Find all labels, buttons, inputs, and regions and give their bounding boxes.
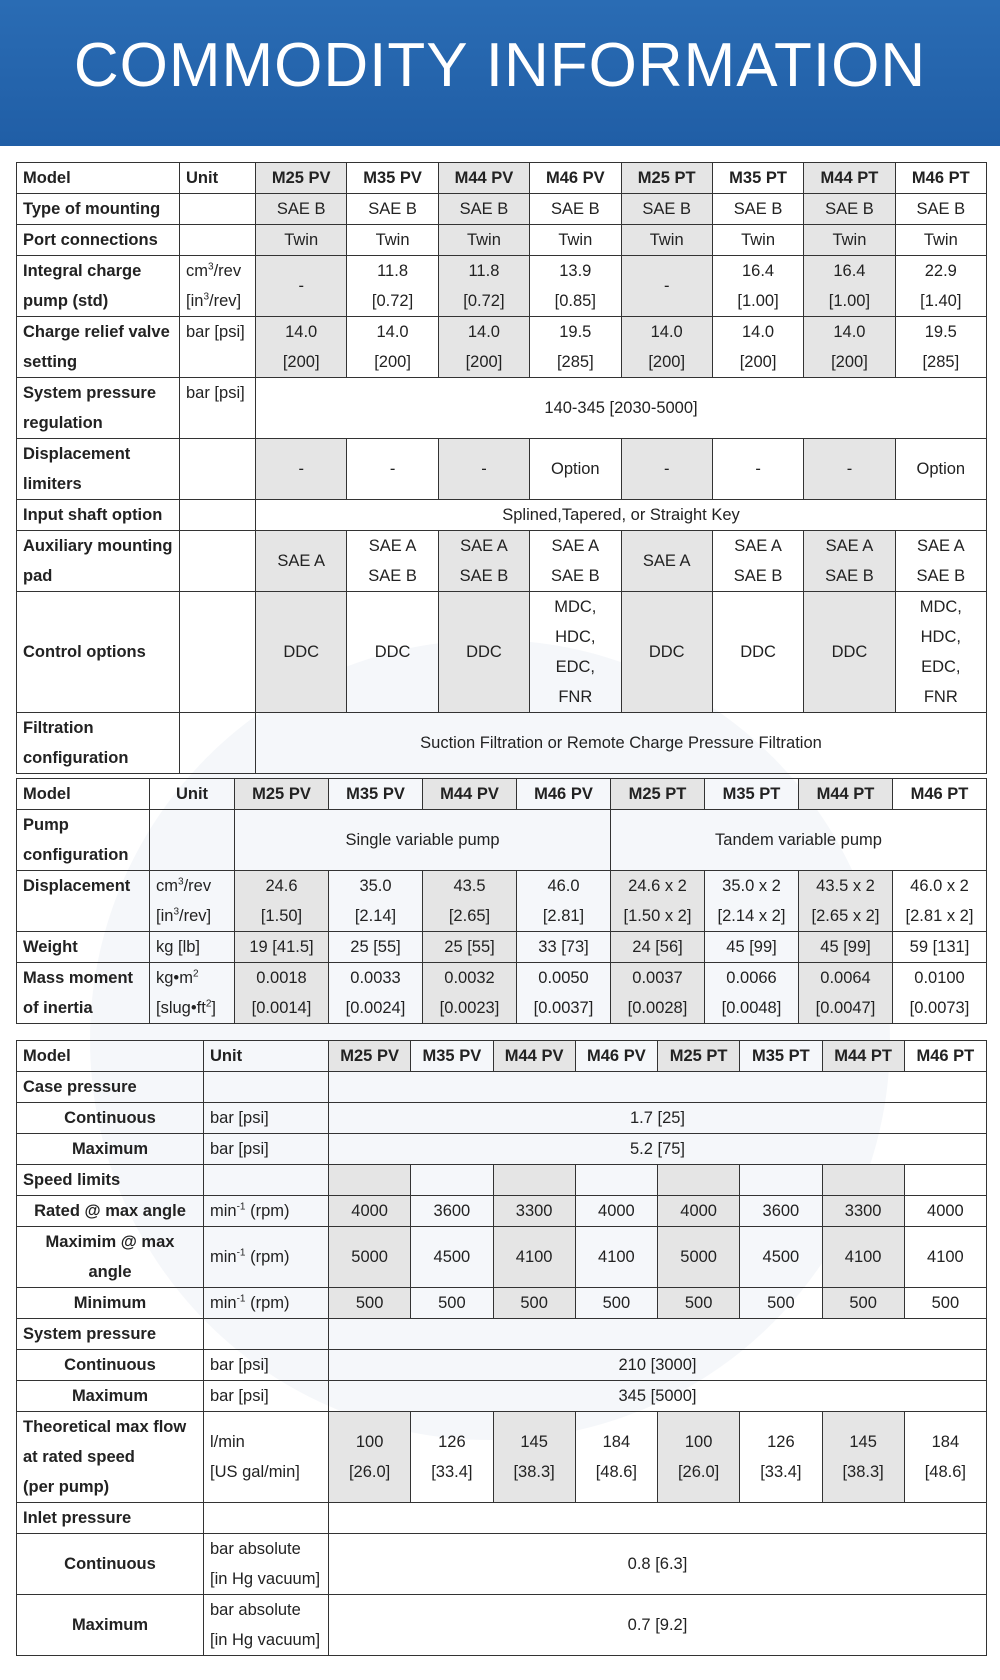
header-model-name: M35 PV [411,1041,493,1072]
unit-cell: bar [psi] [204,1381,329,1412]
row-label: Mass moment of inertia [17,963,150,1024]
value-cell: - [804,439,895,500]
header-unit: Unit [150,779,235,810]
header-model-name: M25 PT [621,163,712,194]
row-label: Port connections [17,225,180,256]
header-model-name: M25 PV [235,779,329,810]
value-cell: 0.0033 [0.0024] [329,963,423,1024]
value-cell: 0.0064 [0.0047] [799,963,893,1024]
value-cell: 19.5 [285] [530,317,621,378]
value-cell: SAE B [712,194,803,225]
value-cell: 3300 [493,1196,575,1227]
table-row [17,1134,987,1165]
page-title: COMMODITY INFORMATION [73,31,927,100]
unit-cell [180,194,256,225]
value-cell: 14.0 [200] [621,317,712,378]
header-model-name: M25 PV [329,1041,411,1072]
value-cell: 0.0018 [0.0014] [235,963,329,1024]
section-row [17,1503,987,1534]
unit-cell: bar [psi] [204,1350,329,1381]
table-row [17,1350,987,1381]
value-cell: DDC [712,592,803,713]
row-label: Pump configuration [17,810,150,871]
table-row [17,194,987,225]
header-model-name: M46 PT [893,779,987,810]
table-header-row [17,779,987,810]
header-model: Model [17,1041,204,1072]
value-cell: 4100 [493,1227,575,1288]
section-row [17,1165,987,1196]
value-cell: 24.6 x 2 [1.50 x 2] [611,871,705,932]
unit-cell [204,1072,329,1103]
value-cell: Option [530,439,621,500]
row-label: Auxiliary mounting pad [17,531,180,592]
row-label: Continuous [17,1534,204,1595]
value-cell: - [712,439,803,500]
value-cell: 500 [740,1288,822,1319]
value-cell-merged: 0.7 [9.2] [329,1595,987,1656]
unit-cell: kg [lb] [150,932,235,963]
value-cell: 4000 [658,1196,740,1227]
value-cell: Twin [895,225,986,256]
value-cell: SAE B [256,194,347,225]
header-model-name: M35 PV [347,163,438,194]
value-cell: SAE B [347,194,438,225]
unit-cell: bar [psi] [180,317,256,378]
value-cell: 0.0050 [0.0037] [517,963,611,1024]
value-cell: 0.0066 [0.0048] [705,963,799,1024]
row-label: System pressure regulation [17,378,180,439]
header-model-name: M35 PT [705,779,799,810]
header-model-name: M25 PT [611,779,705,810]
value-cell: DDC [438,592,529,713]
value-cell: Option [895,439,986,500]
unit-cell [204,1165,329,1196]
value-cell: 59 [131] [893,932,987,963]
value-cell: Twin [347,225,438,256]
value-cell: SAE A SAE B [530,531,621,592]
value-cell: 3300 [822,1196,904,1227]
value-cell: 4000 [329,1196,411,1227]
value-cell [904,1165,986,1196]
table-header-row [17,163,987,194]
table-row [17,713,987,774]
unit-cell: $kg•m^2$ $[slug•ft^2]$ [150,963,235,1024]
table-row [17,225,987,256]
table-row [17,531,987,592]
header-model-name: M46 PV [575,1041,657,1072]
table-row [17,1227,987,1288]
value-cell: 500 [822,1288,904,1319]
value-cell: 4500 [740,1227,822,1288]
value-cell: DDC [347,592,438,713]
table-row [17,1103,987,1134]
header-model-name: M44 PV [423,779,517,810]
value-cell: Twin [530,225,621,256]
value-cell: 14.0 [200] [347,317,438,378]
value-cell: 46.0 [2.81] [517,871,611,932]
header-unit: Unit [204,1041,329,1072]
section-row [17,1319,987,1350]
value-cell: SAE A SAE B [804,531,895,592]
value-cell-merged: Suction Filtration or Remote Charge Pressure Filtration [256,713,987,774]
value-cell-merged [329,1072,987,1103]
table-row [17,871,987,932]
value-cell: 46.0 x 2 [2.81 x 2] [893,871,987,932]
value-cell: 126 [33.4] [740,1412,822,1503]
value-cell: 4000 [575,1196,657,1227]
unit-cell [180,225,256,256]
value-cell: 35.0 [2.14] [329,871,423,932]
value-cell: 22.9 [1.40] [895,256,986,317]
value-cell: SAE A [621,531,712,592]
value-cell: 24 [56] [611,932,705,963]
value-cell: 500 [658,1288,740,1319]
header-model-name: M44 PT [822,1041,904,1072]
row-label: Continuous [17,1350,204,1381]
value-cell: - [347,439,438,500]
unit-cell [180,592,256,713]
value-cell: 45 [99] [799,932,893,963]
value-cell: 500 [329,1288,411,1319]
spec-table-general [16,162,987,774]
unit-cell: bar [psi] [204,1134,329,1165]
header-model: Model [17,779,150,810]
row-label: Maximum [17,1595,204,1656]
value-cell [658,1165,740,1196]
value-cell [740,1165,822,1196]
value-cell: 43.5 [2.65] [423,871,517,932]
row-label: Maximum [17,1134,204,1165]
unit-cell: $\min^{-1} (rpm)$ [204,1196,329,1227]
value-cell: 184 [48.6] [904,1412,986,1503]
table-row [17,256,987,317]
row-label: Control options [17,592,180,713]
value-cell: SAE A SAE B [712,531,803,592]
value-cell: 100 [26.0] [329,1412,411,1503]
section-label: System pressure [17,1319,204,1350]
value-cell: 0.0100 [0.0073] [893,963,987,1024]
value-cell: 35.0 x 2 [2.14 x 2] [705,871,799,932]
table-header-row [17,1041,987,1072]
unit-cell: bar absolute [in Hg vacuum] [204,1595,329,1656]
row-label: Filtration configuration [17,713,180,774]
value-cell: DDC [621,592,712,713]
header-model-name: M44 PV [493,1041,575,1072]
unit-cell: $cm^3$/rev $[in^3/rev]$ [180,256,256,317]
value-cell: 145 [38.3] [822,1412,904,1503]
value-cell: SAE B [804,194,895,225]
table-row [17,963,987,1024]
unit-cell: bar absolute [in Hg vacuum] [204,1534,329,1595]
value-cell [575,1165,657,1196]
value-cell-merged: Splined,Tapered, or Straight Key [256,500,987,531]
row-label: Input shaft option [17,500,180,531]
row-label: Displacement [17,871,150,932]
value-cell: 0.0032 [0.0023] [423,963,517,1024]
unit-cell [180,439,256,500]
table-row [17,1381,987,1412]
value-cell-merged [329,1503,987,1534]
header-model-name: M25 PT [658,1041,740,1072]
value-cell: MDC, HDC, EDC, FNR [530,592,621,713]
row-label: Rated @ max angle [17,1196,204,1227]
value-cell: - [621,439,712,500]
value-cell: 145 [38.3] [493,1412,575,1503]
value-cell: 3600 [740,1196,822,1227]
value-cell [411,1165,493,1196]
spec-table-displacement [16,778,987,1024]
value-cell: 33 [73] [517,932,611,963]
value-cell: Twin [256,225,347,256]
row-label: Integral charge pump (std) [17,256,180,317]
value-cell: DDC [256,592,347,713]
header-model-name: M35 PT [740,1041,822,1072]
table-row [17,810,987,871]
header-unit: Unit [180,163,256,194]
header-model-name: M35 PT [712,163,803,194]
table-row [17,1595,987,1656]
table-row [17,932,987,963]
value-cell: 4000 [904,1196,986,1227]
table-row [17,500,987,531]
value-cell: - [256,439,347,500]
value-cell: Twin [621,225,712,256]
table-row [17,1196,987,1227]
value-cell: 25 [55] [423,932,517,963]
value-cell: 4100 [822,1227,904,1288]
value-cell-merged: 5.2 [75] [329,1134,987,1165]
value-cell-merged: 210 [3000] [329,1350,987,1381]
row-label: Maximum [17,1381,204,1412]
unit-cell: l/min [US gal/min] [204,1412,329,1503]
table-row [17,439,987,500]
section-label: Speed limits [17,1165,204,1196]
value-cell: 500 [575,1288,657,1319]
header-model: Model [17,163,180,194]
unit-cell [180,500,256,531]
value-cell: 14.0 [200] [438,317,529,378]
table-row [17,378,987,439]
value-cell: - [621,256,712,317]
value-cell: 19.5 [285] [895,317,986,378]
value-cell: 126 [33.4] [411,1412,493,1503]
unit-cell [204,1319,329,1350]
header-model-name: M46 PV [517,779,611,810]
value-cell: 500 [904,1288,986,1319]
value-cell: 184 [48.6] [575,1412,657,1503]
header-model-name: M25 PV [256,163,347,194]
value-cell-merged [329,1319,987,1350]
value-cell: 11.8 [0.72] [438,256,529,317]
row-label: Displacement limiters [17,439,180,500]
value-cell: 14.0 [200] [256,317,347,378]
value-cell: 3600 [411,1196,493,1227]
spec-table-operating [16,1040,987,1656]
header-model-name: M46 PT [895,163,986,194]
table-row [17,317,987,378]
value-cell: 4100 [575,1227,657,1288]
table-row [17,1534,987,1595]
value-cell: 0.0037 [0.0028] [611,963,705,1024]
value-cell: SAE B [621,194,712,225]
value-cell: MDC, HDC, EDC, FNR [895,592,986,713]
value-cell: 500 [493,1288,575,1319]
value-cell: - [256,256,347,317]
header-model-name: M35 PV [329,779,423,810]
value-cell [329,1165,411,1196]
unit-cell: $cm^3$/rev $[in^3/rev]$ [150,871,235,932]
value-cell: 500 [411,1288,493,1319]
value-cell: Twin [438,225,529,256]
section-label: Case pressure [17,1072,204,1103]
header-model-name: M46 PT [904,1041,986,1072]
row-label: Type of mounting [17,194,180,225]
value-cell: SAE A [256,531,347,592]
table-row [17,1288,987,1319]
value-cell: SAE B [895,194,986,225]
row-label: Maximim @ max angle [17,1227,204,1288]
value-cell-merged: Single variable pump [235,810,611,871]
value-cell: - [438,439,529,500]
unit-cell [180,713,256,774]
value-cell: 24.6 [1.50] [235,871,329,932]
unit-cell: $\min^{-1} (rpm)$ [204,1288,329,1319]
header-model-name: M44 PV [438,163,529,194]
value-cell: 11.8 [0.72] [347,256,438,317]
value-cell-merged: 140-345 [2030-5000] [256,378,987,439]
unit-cell: $\min^{-1} (rpm)$ [204,1227,329,1288]
value-cell-merged: 345 [5000] [329,1381,987,1412]
unit-cell: bar [psi] [204,1103,329,1134]
value-cell [822,1165,904,1196]
row-label: Theoretical max flow at rated speed (per pump) [17,1412,204,1503]
unit-cell [180,531,256,592]
value-cell: 16.4 [1.00] [804,256,895,317]
unit-cell [204,1503,329,1534]
row-label: Continuous [17,1103,204,1134]
table-row [17,592,987,713]
value-cell: 5000 [658,1227,740,1288]
value-cell: 16.4 [1.00] [712,256,803,317]
value-cell: 13.9 [0.85] [530,256,621,317]
value-cell-merged: 0.8 [6.3] [329,1534,987,1595]
section-label: Inlet pressure [17,1503,204,1534]
header-model-name: M46 PV [530,163,621,194]
value-cell: SAE B [438,194,529,225]
section-row [17,1072,987,1103]
value-cell: Twin [804,225,895,256]
value-cell: 43.5 x 2 [2.65 x 2] [799,871,893,932]
value-cell: 5000 [329,1227,411,1288]
value-cell: 25 [55] [329,932,423,963]
value-cell: 45 [99] [705,932,799,963]
table-row [17,1412,987,1503]
row-label: Weight [17,932,150,963]
header-model-name: M44 PT [804,163,895,194]
value-cell: SAE B [530,194,621,225]
value-cell: 14.0 [200] [804,317,895,378]
value-cell-merged: 1.7 [25] [329,1103,987,1134]
header-banner [0,0,1000,146]
unit-cell [150,810,235,871]
value-cell: 100 [26.0] [658,1412,740,1503]
header-model-name: M44 PT [799,779,893,810]
value-cell-merged: Tandem variable pump [611,810,987,871]
value-cell: SAE A SAE B [895,531,986,592]
row-label: Charge relief valve setting [17,317,180,378]
value-cell: SAE A SAE B [438,531,529,592]
value-cell: DDC [804,592,895,713]
value-cell: 14.0 [200] [712,317,803,378]
value-cell: 19 [41.5] [235,932,329,963]
value-cell [493,1165,575,1196]
row-label: Minimum [17,1288,204,1319]
value-cell: 4100 [904,1227,986,1288]
value-cell: SAE A SAE B [347,531,438,592]
value-cell: Twin [712,225,803,256]
unit-cell: bar [psi] [180,378,256,439]
value-cell: 4500 [411,1227,493,1288]
